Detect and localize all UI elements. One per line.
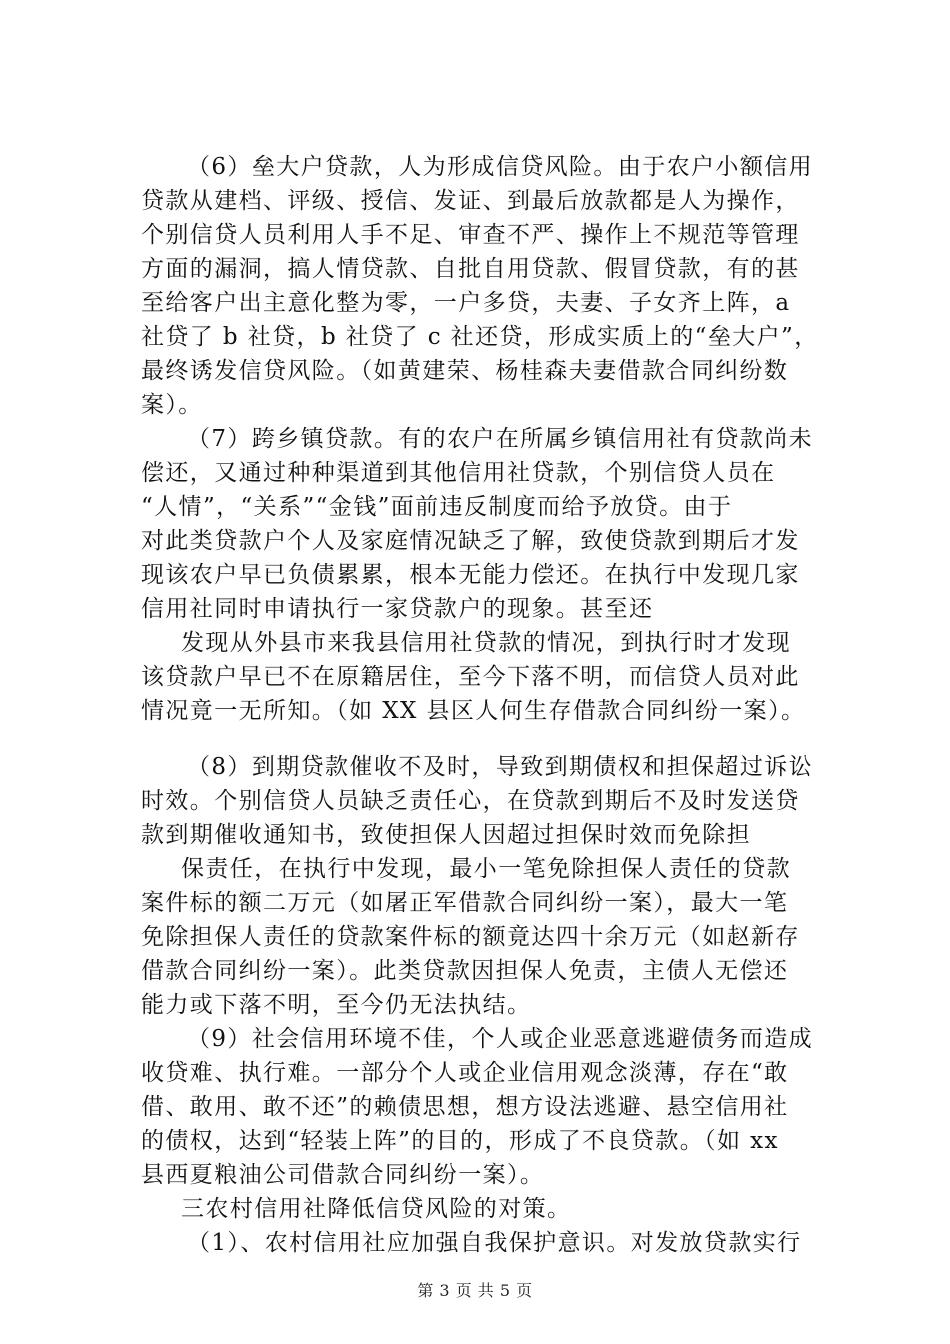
paragraph-7-line: 对此类贷款户个人及家庭情况缺乏了解，致使贷款到期后才发 xyxy=(141,528,800,554)
paragraph-6-line: 案）。 xyxy=(141,392,203,418)
paragraph-9-line: 收贷难、执行难。一部分个人或企业信用观念淡薄，存在“敢 xyxy=(141,1060,789,1086)
paragraph-gap xyxy=(141,728,841,750)
paragraph-8-continued-line: 借款合同纠纷一案）。此类贷款因担保人免责，主债人无偿还 xyxy=(141,958,789,984)
paragraph-9-line: 县西夏粮油公司借款合同纠纷一案）。 xyxy=(141,1162,545,1188)
paragraph-6-line: 最终诱发信贷风险。（如黄建荣、杨桂森夫妻借款合同纠纷数 xyxy=(141,358,789,384)
paragraph-7-line: 偿还，又通过种种渠道到其他信用社贷款，个别信贷人员在 xyxy=(141,460,776,486)
paragraph-8-line: （8）到期贷款催收不及时，导致到期债权和担保超过诉讼 xyxy=(187,754,814,780)
paragraph-6-line: 至给客户出主意化整为零，一户多贷，夫妻、子女齐上阵，a xyxy=(141,290,791,316)
paragraph-7-line: 现该农户早已负债累累，根本无能力偿还。在执行中发现几家 xyxy=(141,562,800,588)
paragraph-8-continued-line: 免除担保人责任的贷款案件标的额竟达四十余万元（如赵新存 xyxy=(141,924,800,950)
paragraph-8-line: 款到期催收通知书，致使担保人因超过担保时效而免除担 xyxy=(141,822,751,848)
paragraph-7-continued-line: 情况竟一无所知。（如 XX 县区人何生存借款合同纠纷一案）。 xyxy=(141,698,806,724)
paragraph-8-continued-line: 案件标的额二万元（如屠正军借款合同纠纷一案），最大一笔 xyxy=(141,890,789,916)
countermeasure-1-line: （1）、农村信用社应加强自我保护意识。对发放贷款实行 xyxy=(187,1230,802,1256)
paragraph-6-line: 贷款从建档、评级、授信、发证、到最后放款都是人为操作， xyxy=(141,188,800,214)
paragraph-8-continued-line: 保责任，在执行中发现，最小一笔免除担保人责任的贷款 xyxy=(181,856,791,882)
paragraph-7-line: “人情”，“关系”“金钱”面前违反制度而给予放贷。由于 xyxy=(141,494,733,520)
paragraph-6-line: 社贷了 b 社贷，b 社贷了 c 社还贷，形成实质上的“垒大户”， xyxy=(141,324,819,350)
paragraph-6-line: （6）垒大户贷款，人为形成信贷风险。由于农户小额信用 xyxy=(187,154,814,180)
document-body xyxy=(141,150,841,1260)
section-heading: 三农村信用社降低信贷风险的对策。 xyxy=(181,1196,572,1222)
paragraph-8-line: 时效。个别信贷人员缺乏责任心，在贷款到期后不及时发送贷 xyxy=(141,788,800,814)
paragraph-7-line: 信用社同时申请执行一家贷款户的现象。甚至还 xyxy=(141,596,654,622)
paragraph-9-line: （9）社会信用环境不佳，个人或企业恶意逃避债务而造成 xyxy=(187,1026,814,1052)
paragraph-6-line: 方面的漏洞，搞人情贷款、自批自用贷款、假冒贷款，有的甚 xyxy=(141,256,800,282)
paragraph-6-line: 个别信贷人员利用人手不足、审查不严、操作上不规范等管理 xyxy=(141,222,800,248)
paragraph-9-line: 借、敢用、敢不还”的赖债思想，想方设法逃避、悬空信用社 xyxy=(141,1094,789,1120)
page-footer: 第 3 页 共 5 页 xyxy=(417,1281,533,1300)
paragraph-9-line: 的债权，达到“轻装上阵”的目的，形成了不良贷款。（如 xx xyxy=(141,1128,779,1154)
paragraph-7-continued-line: 发现从外县市来我县信用社贷款的情况，到执行时才发现 xyxy=(181,630,791,656)
paragraph-8-continued-line: 能力或下落不明，至今仍无法执结。 xyxy=(141,992,532,1018)
paragraph-7-line: （7）跨乡镇贷款。有的农户在所属乡镇信用社有贷款尚未 xyxy=(187,426,814,452)
paragraph-7-continued-line: 该贷款户早已不在原籍居住，至今下落不明，而信贷人员对此 xyxy=(141,664,800,690)
